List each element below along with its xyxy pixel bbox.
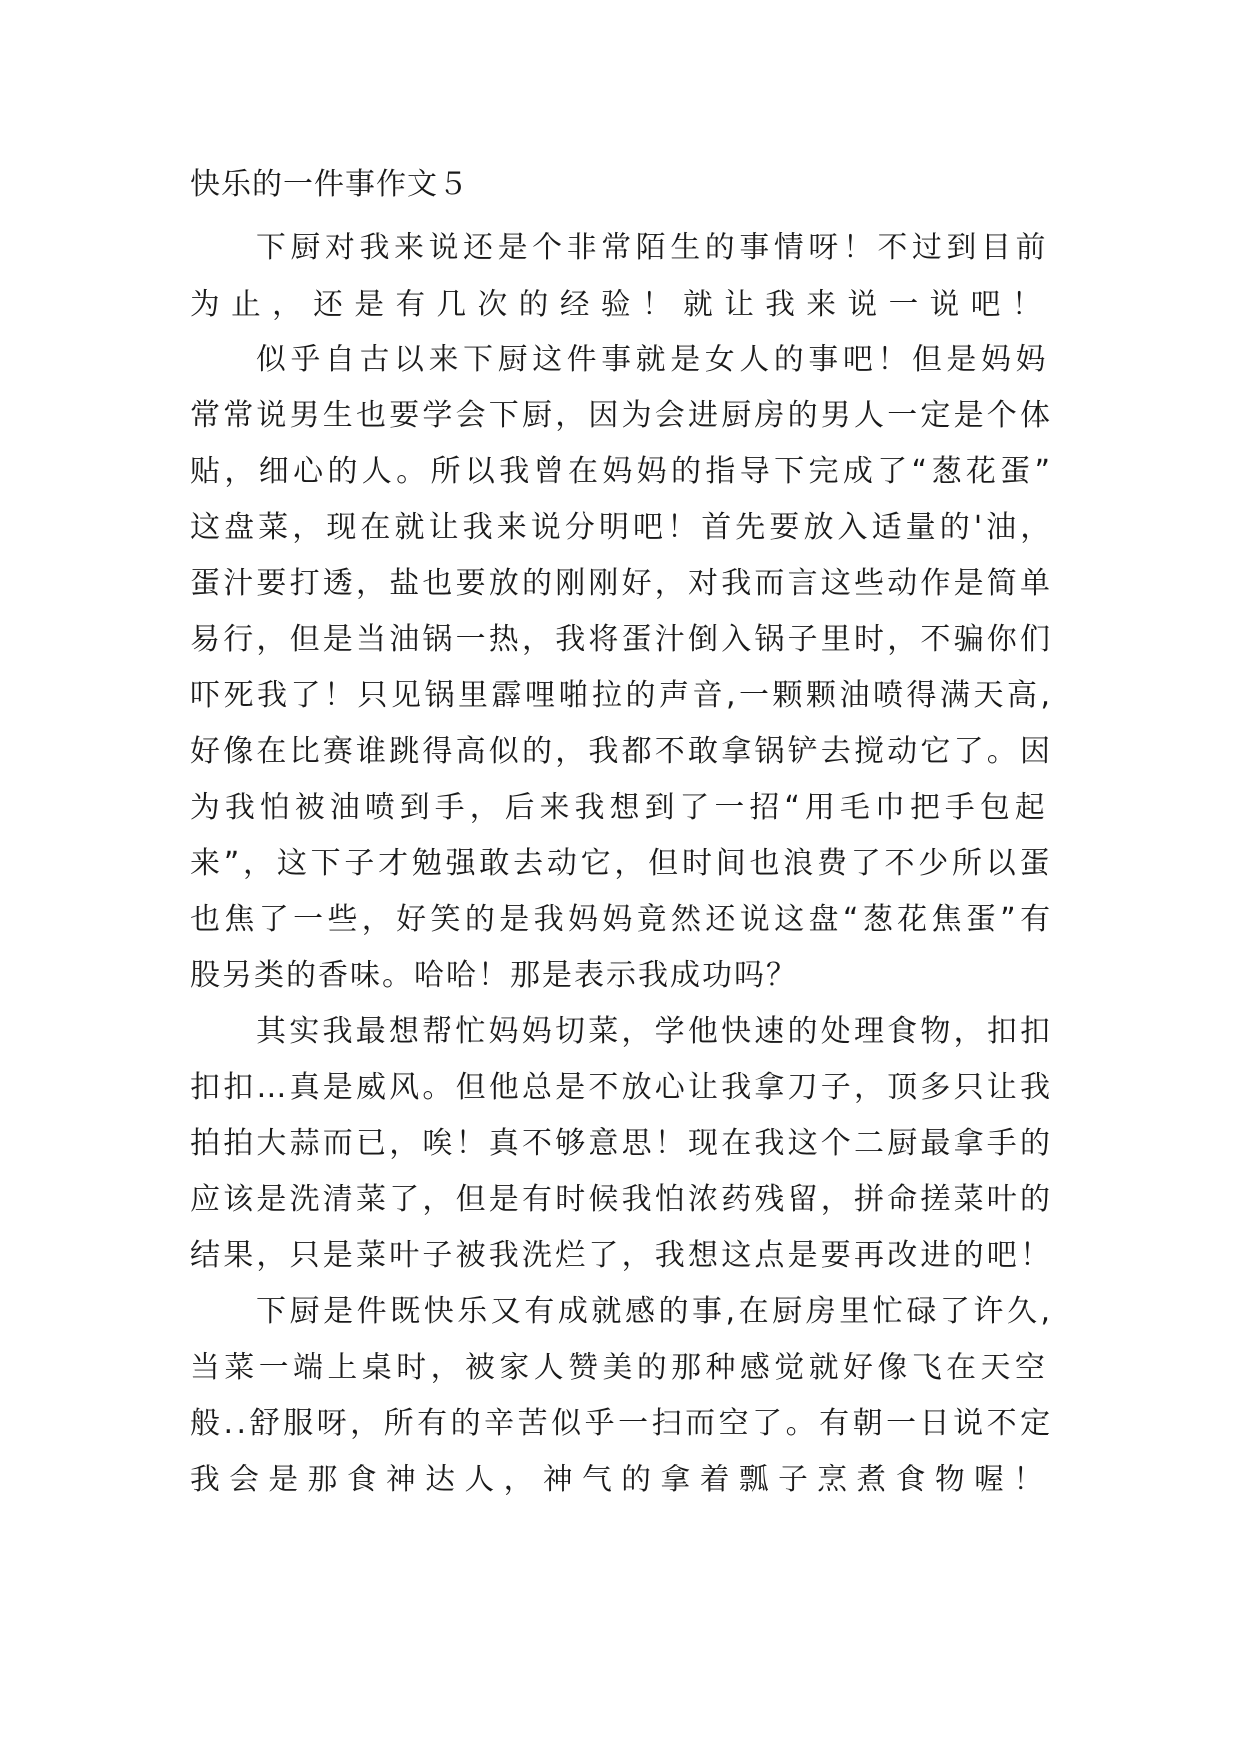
text-line: 下厨对我来说还是个非常陌生的事情呀！不过到目前 xyxy=(256,230,1051,265)
text-line: 般..舒服呀，所有的辛苦似乎一扫而空了。有朝一日说不定 xyxy=(190,1406,1054,1441)
text-line: 股另类的香味。哈哈！那是表示我成功吗？ xyxy=(190,958,798,993)
text-line: 来”，这下子才勉强敢去动它，但时间也浪费了不少所以蛋 xyxy=(190,846,1054,881)
text-line: 当菜一端上桌时，被家人赞美的那种感觉就好像飞在天空 xyxy=(190,1350,1050,1385)
text-line: 这盘菜，现在就让我来说分明吧！首先要放入适量的'油， xyxy=(190,510,1055,545)
text-line: 似乎自古以来下厨这件事就是女人的事吧！但是妈妈 xyxy=(256,342,1051,377)
document-title: 快乐的一件事作文５ xyxy=(190,167,469,202)
text-line: 贴，细心的人。所以我曾在妈妈的指导下完成了“葱花蛋” xyxy=(190,454,1055,489)
text-line: 我会是那食神达人，神气的拿着瓢子烹煮食物喔！ xyxy=(190,1462,1053,1497)
text-line: 为止，还是有几次的经验！就让我来说一说吧！ xyxy=(190,287,1053,321)
text-line: 结果，只是菜叶子被我洗烂了，我想这点是要再改进的吧！ xyxy=(190,1238,1054,1273)
text-line: 好像在比赛谁跳得高似的，我都不敢拿锅铲去搅动它了。因 xyxy=(190,734,1054,769)
text-line: 应该是洗清菜了，但是有时候我怕浓药残留，拼命搓菜叶的 xyxy=(190,1182,1054,1217)
text-line: 拍拍大蒜而已，唉！真不够意思！现在我这个二厨最拿手的 xyxy=(190,1126,1054,1161)
text-line: 吓死我了！只见锅里霹哩啪拉的声音,一颗颗油喷得满天高, xyxy=(190,678,1054,713)
text-line: 常常说男生也要学会下厨，因为会进厨房的男人一定是个体 xyxy=(190,398,1054,433)
text-line: 也焦了一些，好笑的是我妈妈竟然还说这盘“葱花焦蛋”有 xyxy=(190,902,1055,937)
text-line: 扣扣…真是威风。但他总是不放心让我拿刀子，顶多只让我 xyxy=(190,1070,1054,1105)
text-line: 易行，但是当油锅一热，我将蛋汁倒入锅子里时，不骗你们 xyxy=(190,622,1054,657)
text-line: 蛋汁要打透，盐也要放的刚刚好，对我而言这些动作是简单 xyxy=(190,566,1054,601)
text-line: 下厨是件既快乐又有成就感的事,在厨房里忙碌了许久, xyxy=(256,1294,1054,1329)
text-line: 为我怕被油喷到手，后来我想到了一招“用毛巾把手包起 xyxy=(190,790,1050,825)
text-line: 其实我最想帮忙妈妈切菜，学他快速的处理食物，扣扣 xyxy=(256,1014,1054,1049)
